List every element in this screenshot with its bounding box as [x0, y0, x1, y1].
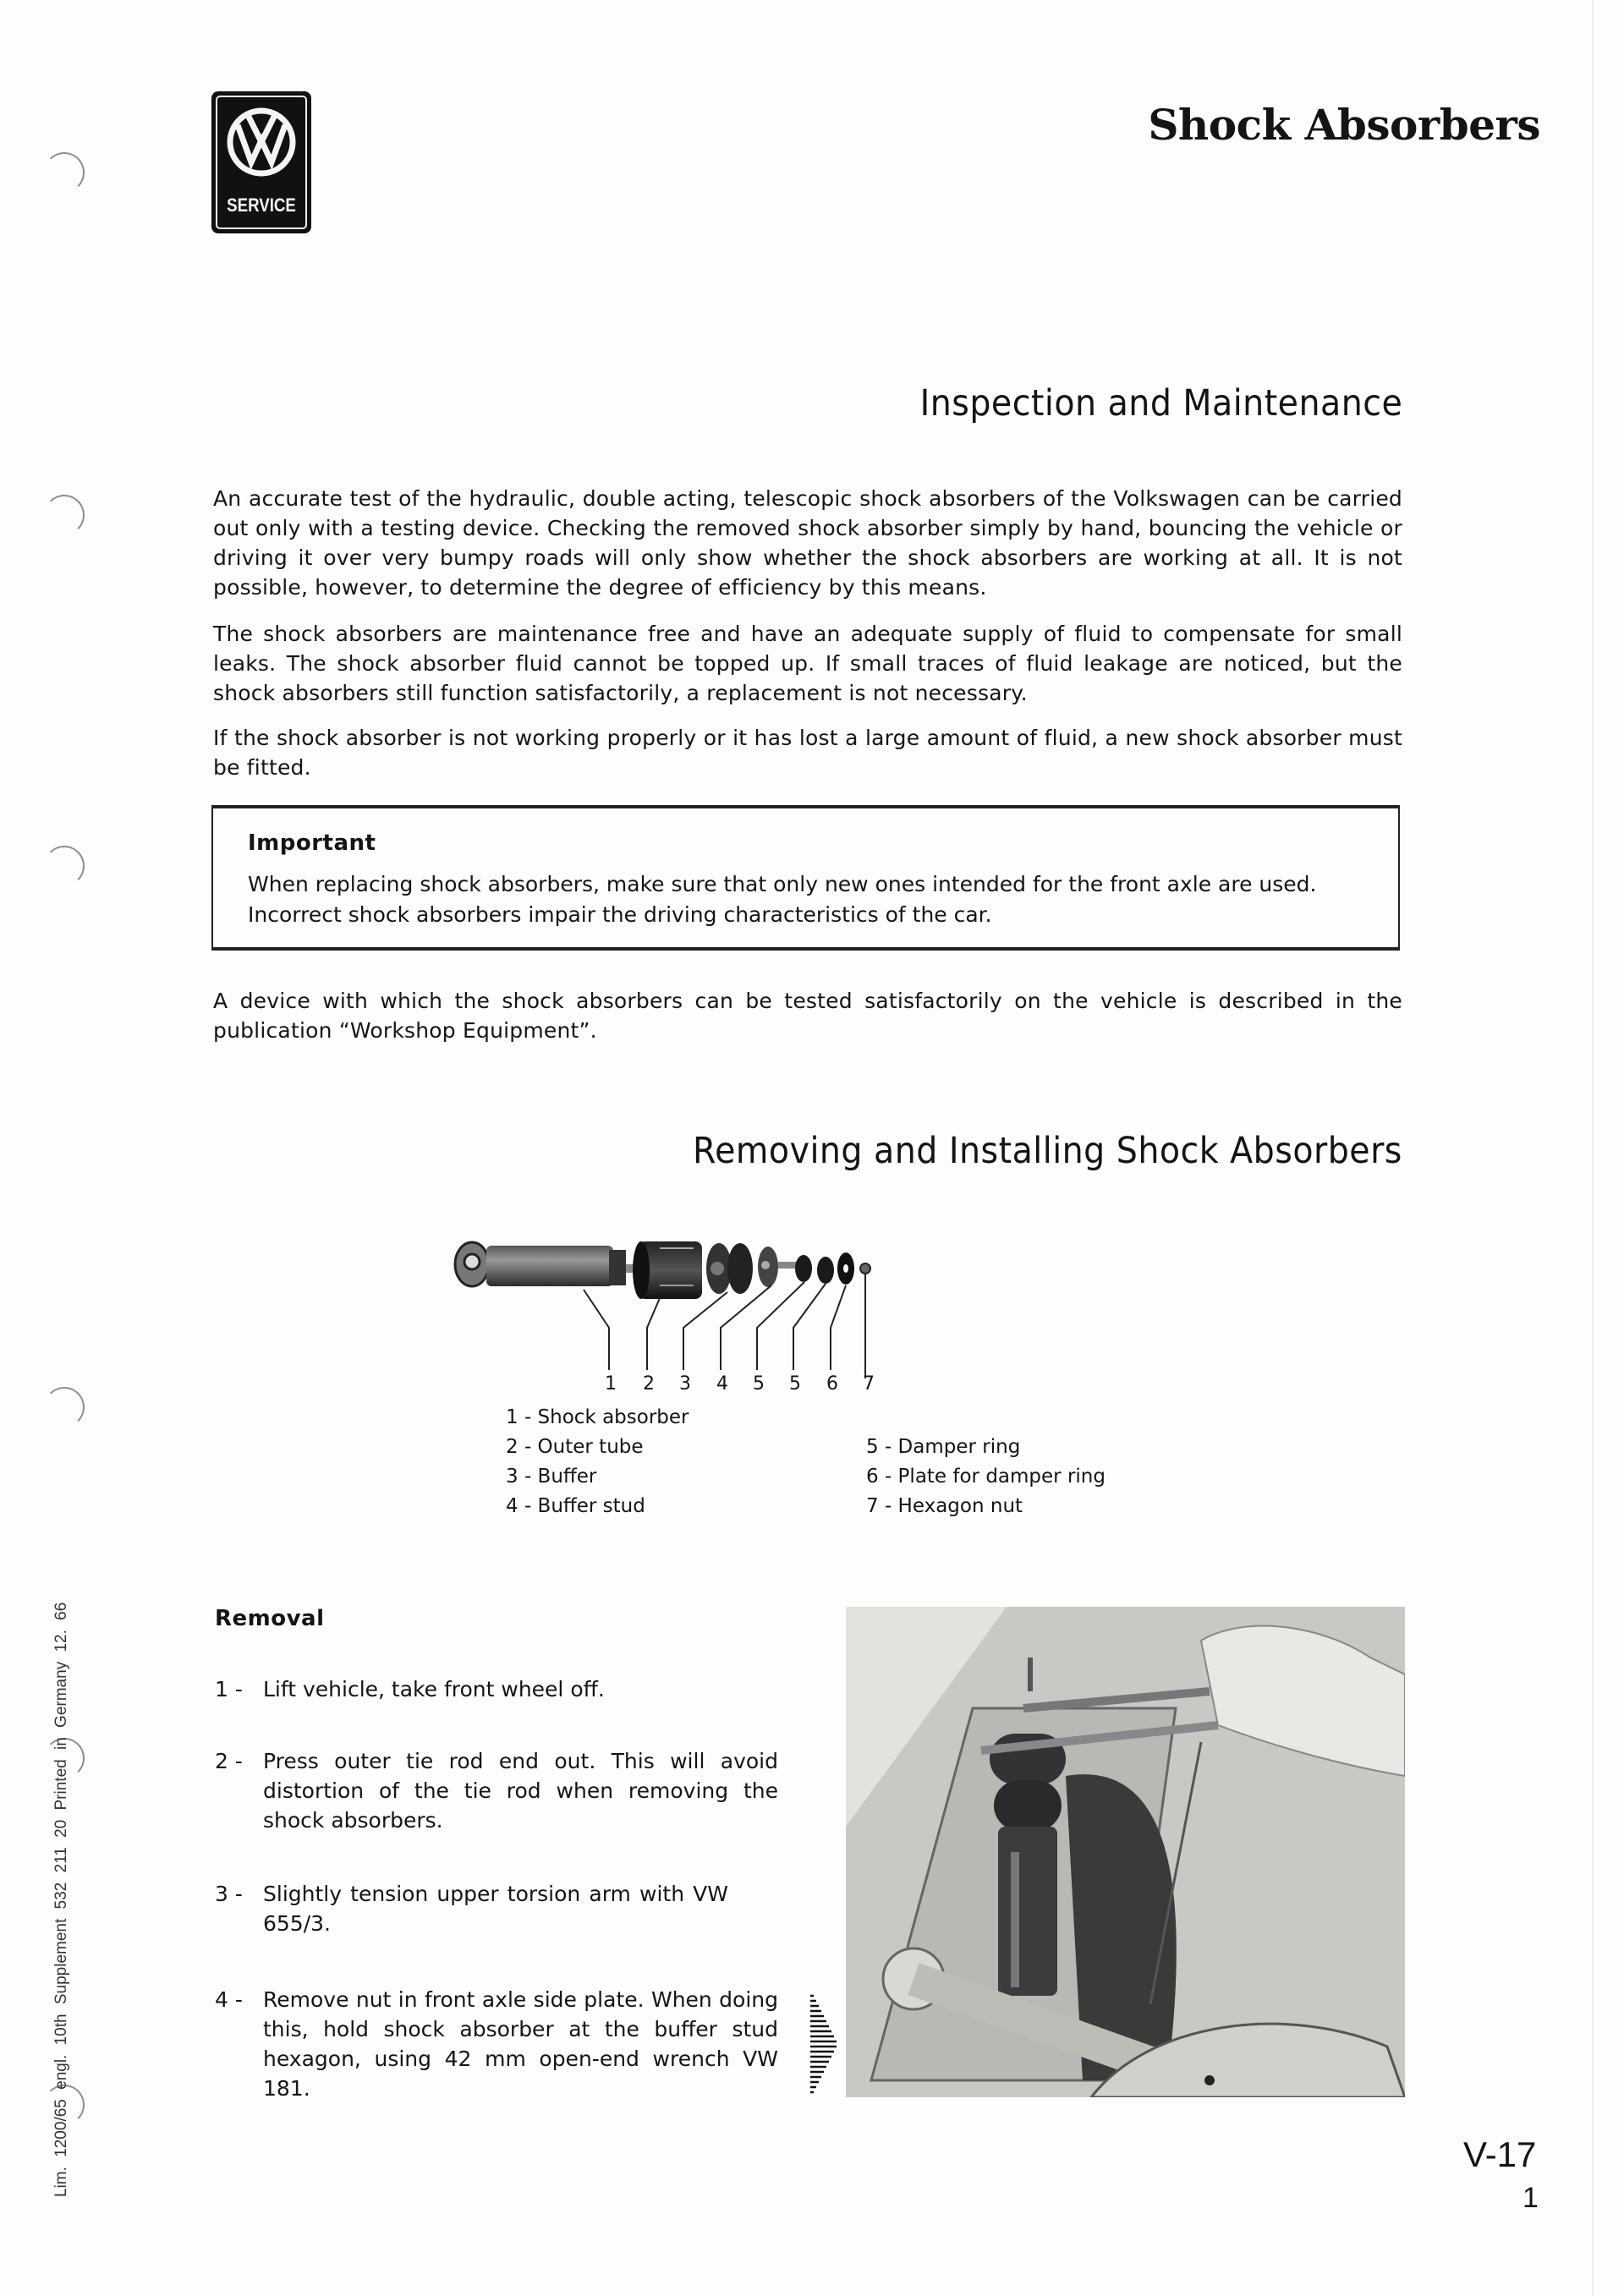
- page-edge: [1592, 0, 1594, 2296]
- parts-legend-right: [866, 1433, 1106, 1521]
- callout-number: 4: [716, 1373, 728, 1395]
- print-imprint: Lim. 1200/65 engl. 10th Supplement 532 211 20 Printed in Germany 12. 66: [52, 1602, 70, 2197]
- step-number: 3 -: [215, 1882, 243, 1906]
- step-number: 4 -: [215, 1987, 243, 2012]
- legend-item: 1 - Shock absorber: [506, 1406, 689, 1428]
- removal-step: [215, 1674, 778, 1704]
- part-buffer-stud: [758, 1247, 797, 1287]
- pointer-arrow-icon: [810, 1992, 837, 2102]
- legend-item: 7 - Hexagon nut: [866, 1495, 1023, 1517]
- binder-hole: [44, 152, 85, 193]
- legend-item: 3 - Buffer: [506, 1466, 597, 1488]
- removal-heading: Removal: [215, 1606, 325, 1631]
- part-buffer: [706, 1243, 753, 1294]
- part-outer-tube: [633, 1241, 702, 1299]
- notice-body: When replacing shock absorbers, make sure that only new ones intended for the front axle are used. Incorrect shock absorbers impair the driving characteristics of the car.: [248, 872, 1317, 927]
- callout-number: 1: [605, 1373, 617, 1395]
- step-number: 1 -: [215, 1677, 243, 1701]
- callout-number: 5: [753, 1373, 765, 1395]
- paragraph: An accurate test of the hydraulic, double acting, telescopic shock absorbers of the Volkswagen can be carried out only with a testing device. Checking the removed shock absorber simply by hand, bouncing the vehicle or driving it over very bumpy roads will only show whether the shock absorbers are working at all. It is not possible, however, to determine the degree of efficiency by this means.: [213, 486, 1402, 600]
- step-text: Remove nut in front axle side plate. When doing this, hold shock absorber at the buffer stud hexagon, using 42 mm open-end wrench VW 181.: [263, 1987, 778, 2101]
- section-heading-removing: Removing and Installing Shock Absorbers: [693, 1130, 1402, 1172]
- callout-number: 5: [789, 1373, 801, 1395]
- callout-number: 2: [643, 1373, 655, 1395]
- section-heading-inspection: Inspection and Maintenance: [919, 382, 1402, 425]
- parts-legend-left: [506, 1403, 689, 1521]
- step-text: Press outer tie rod end out. This will avoid distortion of the tie rod when removing the shock absorbers.: [263, 1749, 778, 1833]
- page-reference: V-17: [1463, 2134, 1537, 2174]
- legend-item: 5 - Damper ring: [866, 1436, 1021, 1458]
- legend-item: 6 - Plate for damper ring: [866, 1466, 1106, 1488]
- legend-item: 4 - Buffer stud: [506, 1495, 645, 1517]
- binder-hole: [44, 846, 85, 886]
- vw-emblem-icon: [226, 107, 297, 178]
- page-number: 1: [1522, 2182, 1539, 2214]
- removal-photo: [846, 1607, 1405, 2097]
- callout-number: 6: [826, 1373, 838, 1395]
- binder-hole: [44, 495, 85, 535]
- part-shock-absorber: [455, 1242, 643, 1286]
- paragraph: The shock absorbers are maintenance free and have an adequate supply of fluid to compensate for small leaks. The shock absorber fluid cannot be topped up. If small traces of fluid leakage are noticed, but the shock absorbers still function satisfactorily, a replacement is not necessary.: [213, 622, 1402, 705]
- callout-number: 7: [863, 1373, 875, 1395]
- removal-step: [215, 1985, 778, 2103]
- removal-step: [215, 1746, 778, 1835]
- logo-text: SERVICE: [227, 195, 296, 216]
- page-title: Shock Absorbers: [1148, 100, 1540, 150]
- removal-step: [215, 1879, 778, 1938]
- important-notice-box: [211, 805, 1400, 951]
- part-damper-ring: [795, 1255, 834, 1284]
- binder-hole: [44, 1387, 85, 1427]
- part-hexagon-nut: [860, 1263, 870, 1274]
- legend-item: 2 - Outer tube: [506, 1436, 644, 1458]
- paragraph: If the shock absorber is not working properly or it has lost a large amount of fluid, a new shock absorber must be fitted.: [213, 726, 1402, 780]
- callout-number: 3: [679, 1373, 691, 1395]
- step-number: 2 -: [215, 1749, 243, 1773]
- step-text: Slightly tension upper torsion arm with VW 655/3.: [263, 1882, 728, 1936]
- part-damper-plate: [837, 1252, 854, 1285]
- step-text: Lift vehicle, take front wheel off.: [263, 1677, 605, 1701]
- vw-service-logo: [211, 91, 311, 233]
- notice-title: Important: [248, 830, 376, 856]
- shock-absorber-exploded-diagram: [448, 1218, 1184, 1404]
- paragraph: A device with which the shock absorbers can be tested satisfactorily on the vehicle is described in the publication “Workshop Equipment”.: [213, 989, 1402, 1043]
